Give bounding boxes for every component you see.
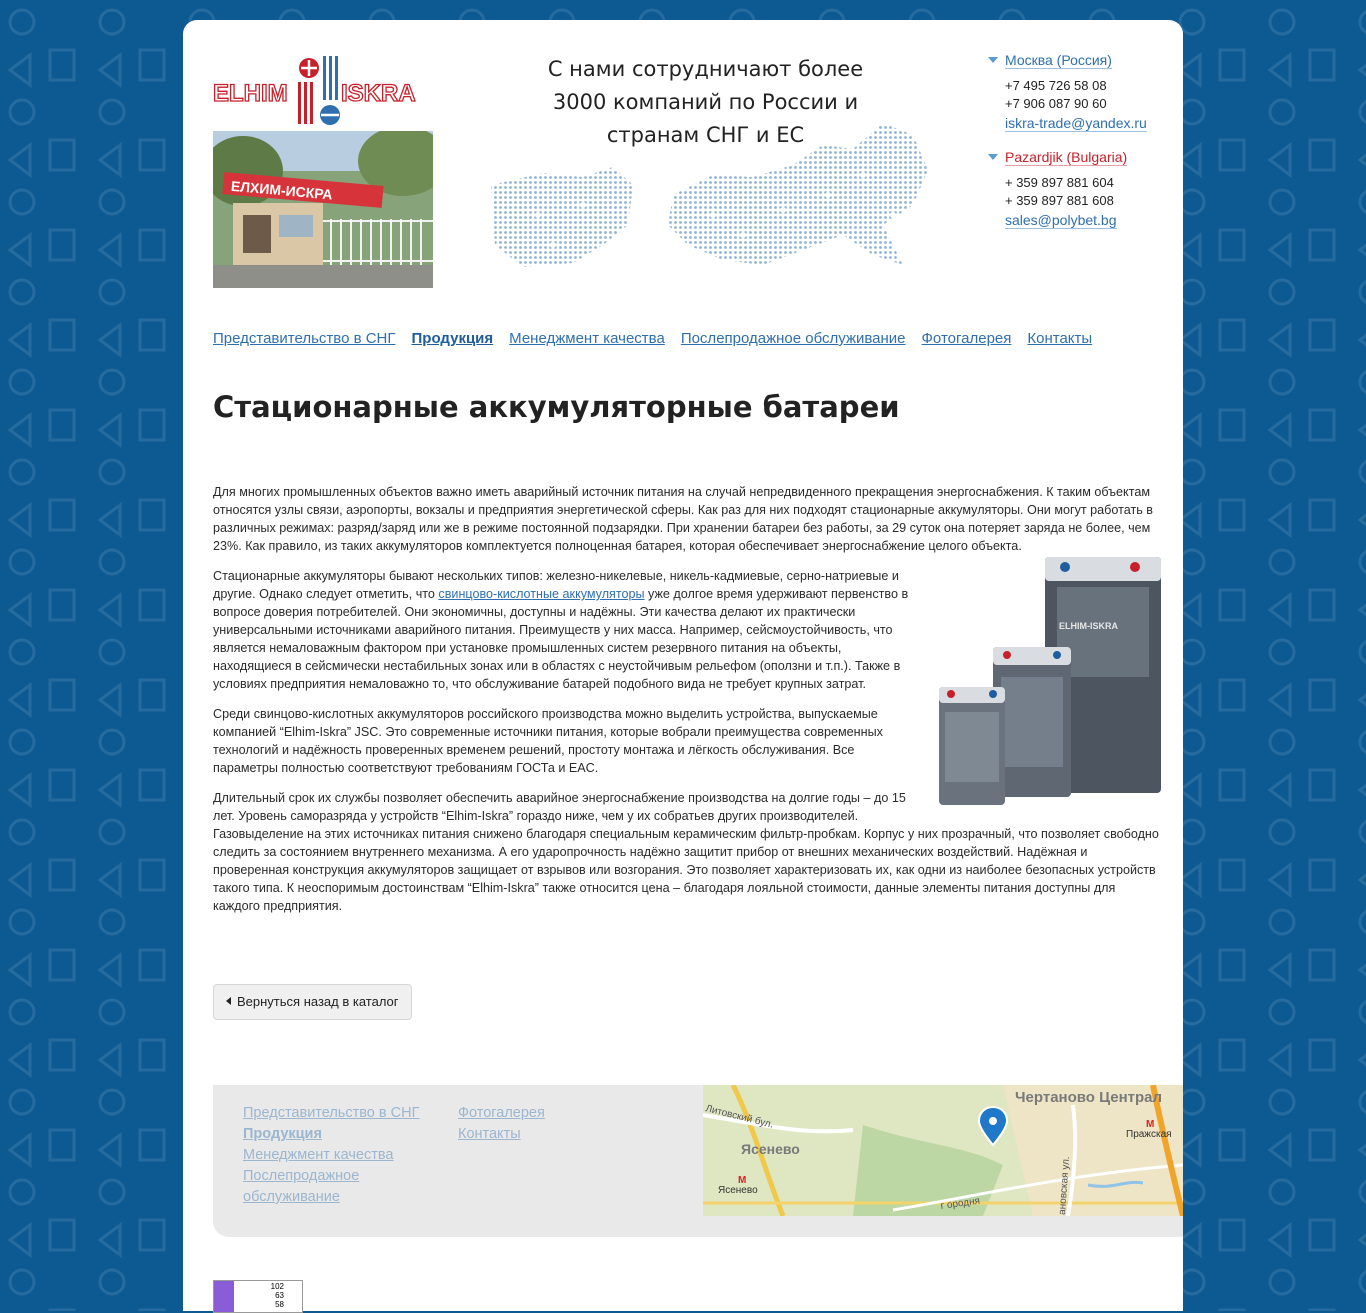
footer-link-products[interactable]: Продукция bbox=[243, 1126, 322, 1142]
svg-text:г ородня: г ородня bbox=[939, 1195, 981, 1212]
email-link[interactable]: sales@polybet.bg bbox=[1005, 212, 1117, 228]
nav-contacts[interactable]: Контакты bbox=[1027, 330, 1093, 347]
phone-number: + 359 897 881 608 bbox=[1005, 193, 1114, 208]
phone-number: + 359 897 881 604 bbox=[1005, 175, 1114, 190]
main-nav bbox=[213, 330, 1108, 347]
svg-text:Пражская: Пражская bbox=[1126, 1129, 1172, 1140]
city-link[interactable]: Pazardjik (Bulgaria) bbox=[1005, 149, 1128, 165]
svg-text:М: М bbox=[1146, 1119, 1155, 1130]
back-to-catalog-button[interactable]: Вернуться назад в каталог bbox=[213, 984, 412, 1020]
batteries-image bbox=[935, 547, 1173, 809]
phone-number: +7 495 726 58 08 bbox=[1005, 78, 1107, 93]
company-logo[interactable] bbox=[213, 54, 427, 128]
svg-text:М: М bbox=[738, 1175, 747, 1186]
triangle-down-icon bbox=[988, 154, 998, 160]
contact-city-pazardjik[interactable] bbox=[988, 149, 1178, 165]
nav-quality[interactable]: Менеджмент качества bbox=[509, 330, 665, 347]
footer-link-contacts[interactable]: Контакты bbox=[458, 1126, 521, 1142]
article-body bbox=[213, 483, 1163, 927]
counter-logo-icon bbox=[214, 1281, 234, 1312]
svg-text:Ясенево: Ясенево bbox=[741, 1141, 800, 1157]
triangle-down-icon bbox=[988, 57, 998, 63]
footer-link-quality[interactable]: Менеджмент качества bbox=[243, 1147, 394, 1163]
svg-text:ISKRA: ISKRA bbox=[341, 80, 416, 107]
nav-products[interactable]: Продукция bbox=[411, 330, 494, 347]
nav-after-sales[interactable]: Послепродажное обслуживание bbox=[680, 330, 906, 347]
tagline: С нами сотрудничают более 3000 компаний по России и странам СНГ и ЕС bbox=[547, 57, 864, 147]
article-paragraph: Для многих промышленных объектов важно иметь аварийный источник питания на случай непредвиденного прекращения энергоснабжения. К таким объектам относятся узлы связи, аэропорты, вокзалы и предприятия энергетической сферы. Как раз для них подходят стационарные аккумуляторы. Они могут работать в различных режимах: разряд/заряд или же в режиме постоянной подзарядки. При хранении батареи без работы, за 29 суток она потеряет заряда не более, чем 23%. Как правило, из таких аккумуляторов комплектуется полноценная батарея, которая обеспечивает энергоснабжение целого объекта. bbox=[213, 485, 1153, 553]
footer-link-representation[interactable]: Представительство в СНГ bbox=[243, 1105, 420, 1121]
contacts-block bbox=[988, 52, 1178, 228]
contact-city-moscow[interactable] bbox=[988, 52, 1178, 68]
svg-text:ELHIM-ISKRA: ELHIM-ISKRA bbox=[1059, 621, 1118, 631]
footer bbox=[213, 1085, 1183, 1237]
phone-number: +7 906 087 90 60 bbox=[1005, 96, 1107, 111]
svg-text:Чертаново Централ: Чертаново Централ bbox=[1015, 1089, 1163, 1106]
nav-gallery[interactable]: Фотогалерея bbox=[921, 330, 1012, 347]
footer-nav-col1 bbox=[243, 1103, 433, 1208]
triangle-left-icon bbox=[226, 997, 231, 1005]
visit-counter[interactable] bbox=[213, 1280, 303, 1313]
footer-nav-col2 bbox=[458, 1103, 545, 1145]
location-map[interactable] bbox=[703, 1085, 1183, 1216]
svg-text:ановская ул.: ановская ул. bbox=[1057, 1155, 1073, 1216]
partners-map-graphic bbox=[483, 115, 933, 275]
article-paragraph: Длительный срок их службы позволяет обеспечить аварийное энергоснабжение производства на долгие годы – до 15 лет. Уровень саморазряда у устройств “Elhim-Iskra” гораздо ниже, чем у их собратьев других производителей. Газовыделение на этих источниках питания снижено благодаря специальным керамическим фильтр-пробкам. Корпус у них прозрачный, что позволяет свободно следить за состоянием внутреннего механизма. А его ударопрочность надёжно защитит прибор от внешних механических воздействий. Надёжная и проверенная конструкция аккумуляторов защищает от взрывов или возгорания. Это позволяет характеризовать их, как одни из наиболее безопасных устройств такого типа. К неоспоримым достоинствам “Elhim-Iskra” также относится цена – благодаря лояльной стоимости, данные элементы питания доступны для каждого предприятия. bbox=[213, 791, 1159, 913]
email-link[interactable]: iskra-trade@yandex.ru bbox=[1005, 115, 1147, 131]
article-paragraph: Среди свинцово-кислотных аккумуляторов российского производства можно выделить устройства, выпускаемые компанией “Elhim-Iskra” JSC. Это современные источники питания, которые вобрали преимущества современных технологий и надёжность проверенных временем решений, простоту монтажа и лёгкость обслуживания. Все параметры полностью соответствуют требованиям ГОСТа и EAC. bbox=[213, 707, 883, 775]
footer-link-after-sales[interactable]: Послепродажное обслуживание bbox=[243, 1168, 360, 1205]
lead-acid-link[interactable]: свинцово-кислотные аккумуляторы bbox=[438, 587, 645, 601]
nav-representation[interactable]: Представительство в СНГ bbox=[213, 330, 396, 347]
svg-text:ЕЛХИМ-ИСКРА: ЕЛХИМ-ИСКРА bbox=[230, 177, 334, 203]
counter-values: 102 63 58 bbox=[270, 1282, 284, 1309]
footer-link-gallery[interactable]: Фотогалерея bbox=[458, 1105, 545, 1121]
page-card bbox=[183, 20, 1183, 1311]
svg-text:Литовский бул.: Литовский бул. bbox=[704, 1103, 775, 1131]
svg-text:ELHIM: ELHIM bbox=[213, 80, 288, 107]
svg-text:Ясенево: Ясенево bbox=[718, 1185, 758, 1196]
page-title: Стационарные аккумуляторные батареи bbox=[213, 390, 900, 424]
office-photo bbox=[213, 131, 433, 288]
article-paragraph: Стационарные аккумуляторы бывают нескольких типов: железно-никелевые, никель-кадмиевые, серно-натриевые и другие. Однако следует отметить, что свинцово-кислотные аккумуляторы уже долгое время удерживают первенство в вопросе доверия потребителей. Они экономичны, доступны и надёжны. Эти качества делают их практически универсальными источниками аварийного питания. Преимуществ у них масса. Например, сейсмоустойчивость, что является немаловажным фактором при установке промышленных систем резервного питания на объекты, находящиеся в сейсмически нестабильных зонах или в областях с неустойчивым рельефом (оползни и т.п.). Также в условиях предприятия немаловажно то, что обслуживание батарей подобного вида не требует крупных затрат. bbox=[213, 569, 909, 691]
city-link[interactable]: Москва (Россия) bbox=[1005, 52, 1112, 68]
